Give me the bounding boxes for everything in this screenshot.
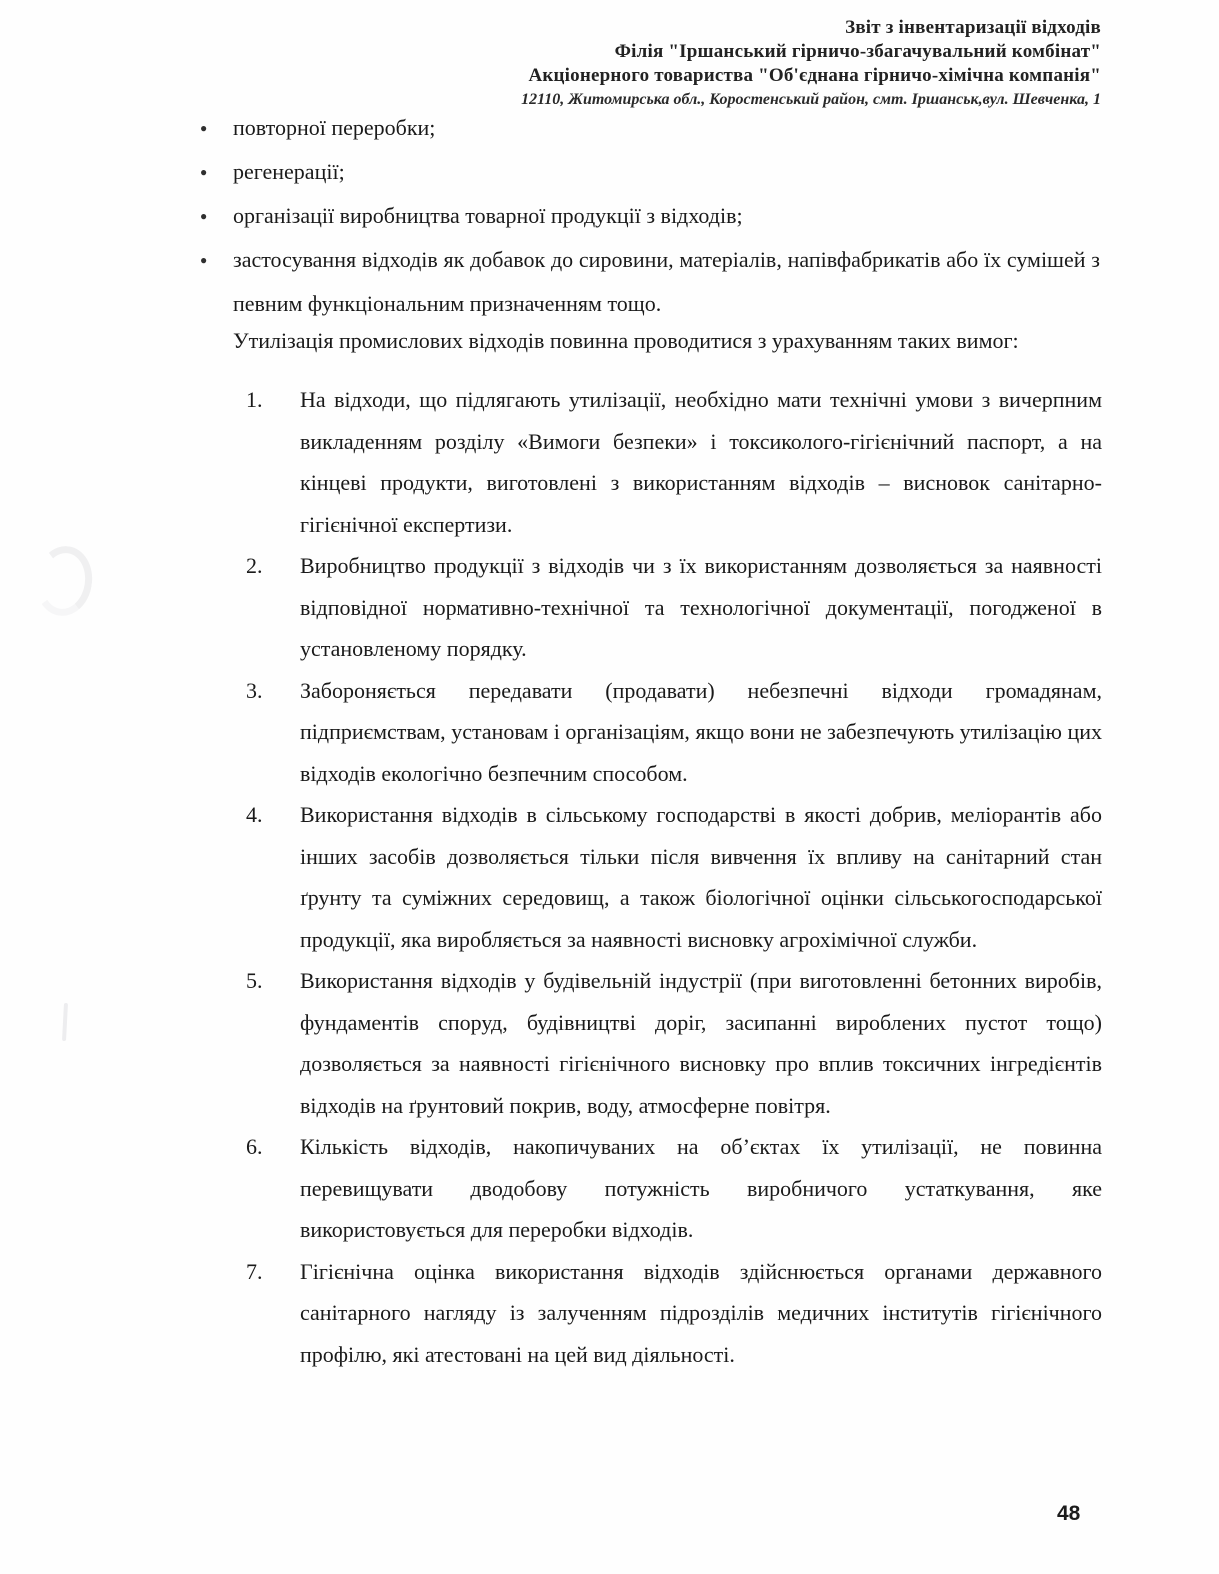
list-item	[246, 1126, 1102, 1251]
item-number: 6.	[246, 1134, 263, 1159]
item-number: 7.	[246, 1258, 263, 1284]
item-number: 5.	[246, 968, 263, 993]
bullet-icon: ●	[200, 209, 208, 223]
scan-smudge	[31, 542, 96, 619]
document-header	[521, 16, 1101, 111]
bullet-text: повторної переробки;	[233, 115, 436, 140]
list-item	[246, 1251, 1102, 1376]
list-item	[246, 545, 1102, 670]
bullet-text: регенерації;	[233, 159, 345, 184]
report-title: Звіт з інвентаризації відходів	[845, 17, 1101, 38]
list-item	[246, 670, 1102, 795]
list-item	[246, 960, 1102, 1126]
scan-smudge	[62, 1003, 68, 1041]
item-text: Використання відходів в сільському господарстві в якості добрив, меліорантів або інших засобів дозволяється тільки після вивчення їх впливу на санітарний стан ґрунту та суміжних середовищ, а також біологічної оцінки сільськогосподарської продукції, яка виробляється за наявності висновку агрохімічної служби.	[300, 802, 1102, 952]
bullet-item	[200, 238, 1100, 326]
item-text: Використання відходів у будівельній індустрії (при виготовленні бетонних виробів, фундаментів споруд, будівництві доріг, засипанні вироблених пустот тощо) дозволяється за наявності гігієнічного висновку про вплив токсичних інгредієнтів відходів на ґрунтовий покрив, воду, атмосферне повітря.	[300, 968, 1102, 1118]
bullet-icon: ●	[200, 165, 208, 179]
item-text: Виробництво продукції з відходів чи з їх використанням дозволяється за наявності відповідної нормативно-технічної та технологічної документації, погодженої в установленому порядку.	[300, 553, 1102, 661]
item-text: Кількість відходів, накопичуваних на об’єктах їх утилізації, не повинна перевищувати дводобову потужність виробничого устаткування, яке використовується для переробки відходів.	[300, 1134, 1102, 1242]
bullet-item	[200, 150, 1100, 194]
intro-paragraph: Утилізація промислових відходів повинна проводитися з урахуванням таких вимог:	[233, 328, 1019, 353]
item-text: Гігієнічна оцінка використання відходів здійснюється органами державного санітарного нагляду із залученням підрозділів медичних інститутів гігієнічного профілю, які атестовані на цей вид діяльності.	[300, 1258, 1102, 1367]
bullet-icon: ●	[200, 121, 208, 135]
item-number: 1.	[246, 387, 263, 412]
page-number: 48	[1057, 1502, 1081, 1525]
list-item	[246, 379, 1102, 545]
item-text: Забороняється передавати (продавати) небезпечні відходи громадянам, підприємствам, установам і організаціям, якщо вони не забезпечують утилізацію цих відходів екологічно безпечним способом.	[300, 677, 1102, 786]
bullet-item	[200, 106, 1100, 150]
bullet-list	[200, 106, 1100, 363]
bullet-item	[200, 194, 1100, 238]
company-name: Акціонерного товариства "Об'єднана гірничо-хімічна компанія"	[528, 65, 1101, 86]
bullet-text: застосування відходів як добавок до сировини, матеріалів, напівфабрикатів або їх сумішей з певним функціональним призначенням тощо.	[233, 247, 1100, 316]
item-number: 2.	[246, 553, 263, 578]
bullet-text: організації виробництва товарної продукції з відходів;	[233, 203, 743, 228]
item-text: На відходи, що підлягають утилізації, необхідно мати технічні умови з вичерпним викладенням розділу «Вимоги безпеки» і токсиколого-гігієнічний паспорт, а на кінцеві продукти, виготовлені з використанням відходів – висновок санітарно-гігієнічної експертизи.	[300, 387, 1102, 537]
bullet-icon: ●	[200, 253, 208, 267]
item-number: 3.	[246, 677, 263, 703]
item-number: 4.	[246, 802, 263, 827]
branch-name: Філія "Іршанський гірничо-збагачувальний комбінат"	[614, 41, 1101, 62]
list-item	[246, 794, 1102, 960]
numbered-list	[246, 379, 1102, 1375]
company-address: 12110, Житомирська обл., Коростенський район, смт. Іршанськ,вул. Шевченка, 1	[521, 91, 1101, 108]
